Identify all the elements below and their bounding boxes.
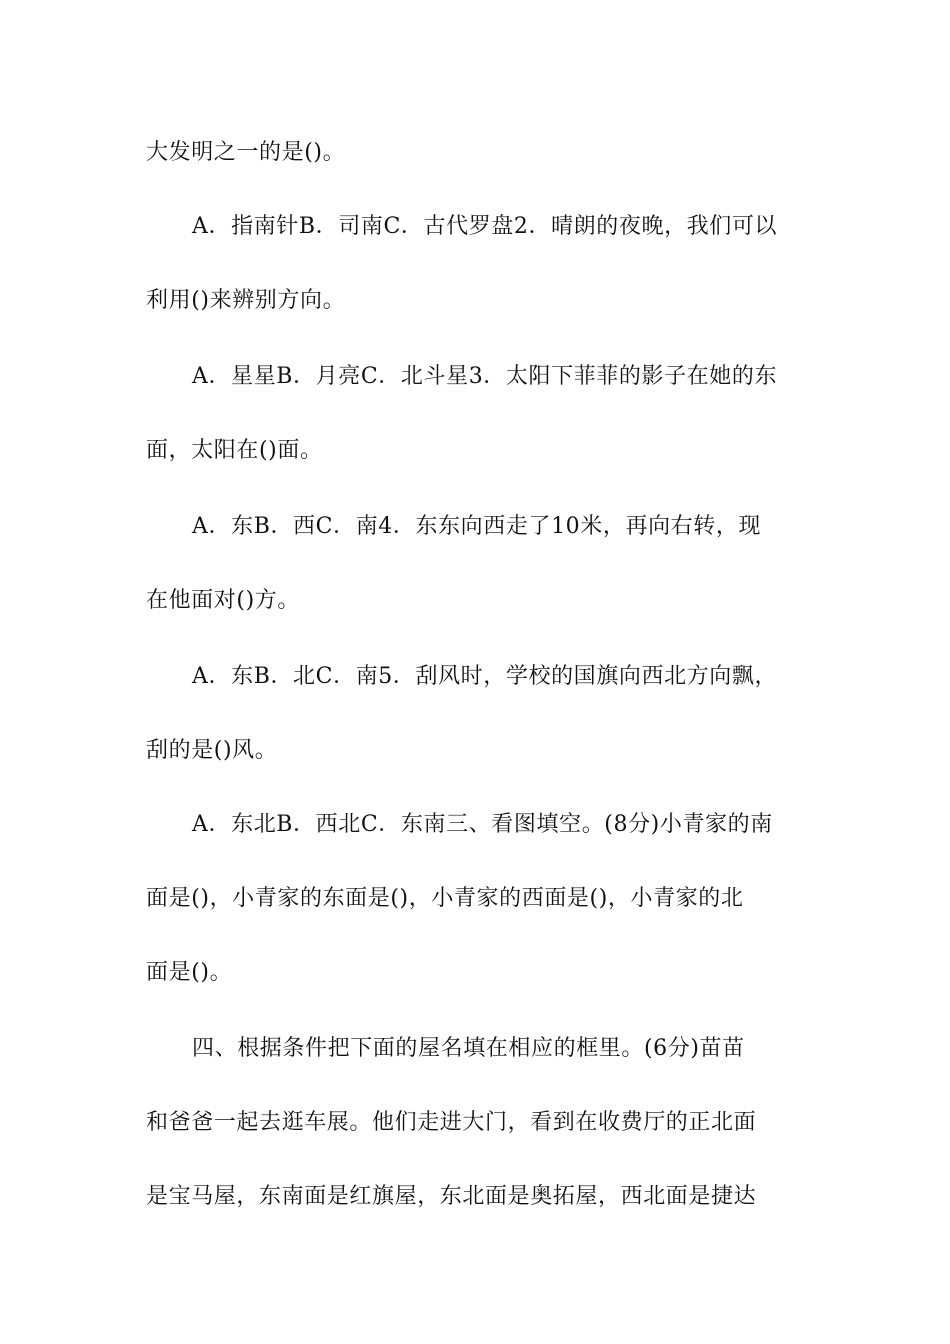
text-line: 利用()来辨别方向。 (146, 288, 346, 313)
text-line: A．指南针B．司南C．古代罗盘2．晴朗的夜晚，我们可以 (192, 214, 778, 239)
text-line: 刮的是()风。 (146, 738, 278, 763)
text-line: 大发明之一的是()。 (146, 140, 346, 165)
text-line: 是宝马屋，东南面是红旗屋，东北面是奥拓屋，西北面是捷达 (146, 1184, 757, 1209)
text-line: 和爸爸一起去逛车展。他们走进大门，看到在收费厅的正北面 (146, 1110, 757, 1135)
text-line: A．东B．北C．南5．刮风时，学校的国旗向西北方向飘， (192, 664, 778, 689)
text-line: 面是()。 (146, 960, 233, 985)
text-line: A．东B．西C．南4．东东向西走了10米，再向右转，现 (192, 514, 762, 539)
text-line: 面，太阳在()面。 (146, 438, 323, 463)
text-line: 在他面对()方。 (146, 588, 300, 613)
text-line: A．东北B．西北C．东南三、看图填空。(8分)小青家的南 (192, 812, 773, 837)
text-line: 面是()，小青家的东面是()，小青家的西面是()，小青家的北 (146, 886, 744, 911)
text-line: A．星星B．月亮C．北斗星3．太阳下菲菲的影子在她的东 (192, 364, 778, 389)
text-line: 四、根据条件把下面的屋名填在相应的框里。(6分)苗苗 (192, 1036, 745, 1061)
